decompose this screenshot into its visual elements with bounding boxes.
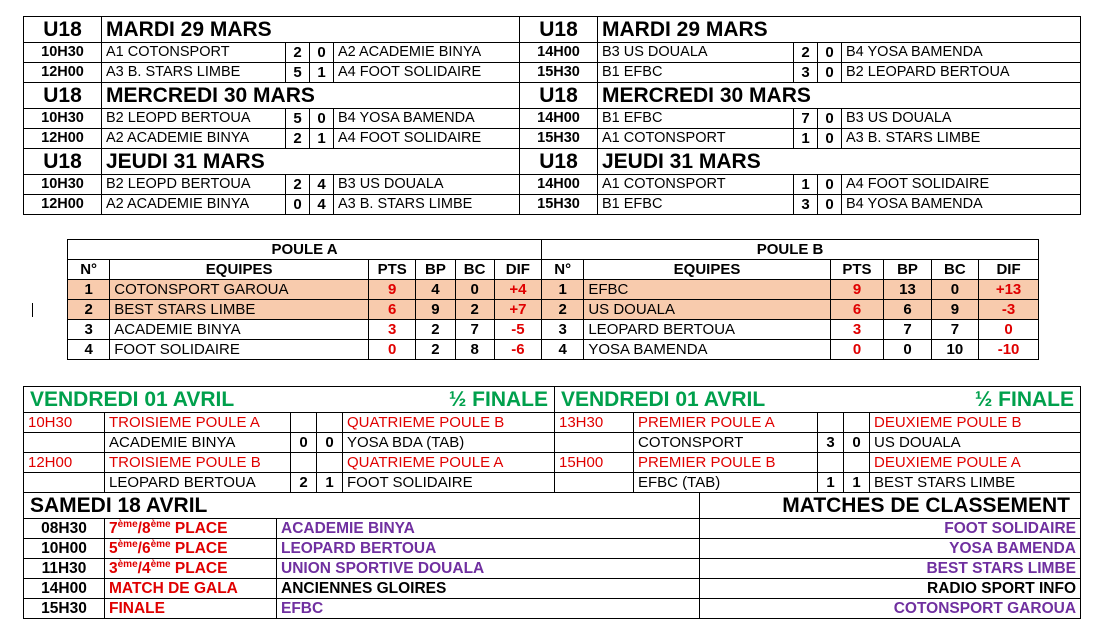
rank: 1 [68,280,110,300]
text-cursor [32,303,33,317]
home-team: A1 COTONSPORT [598,175,794,195]
away-team: A3 B. STARS LIMBE [842,129,1081,149]
match-time: 12H00 [24,195,102,215]
day-date: MERCREDI 30 MARS [102,83,520,109]
home-score: 5 [286,63,310,83]
home-score: 5 [286,109,310,129]
match-time: 15H30 [520,129,598,149]
goals-for: 4 [416,280,455,300]
match-time: 14H00 [24,579,105,599]
away-team: A4 FOOT SOLIDAIRE [334,63,520,83]
empty-cell [555,473,634,493]
away-team: BEST STARS LIMBE [870,473,1081,493]
semi-slot-row [24,413,1081,433]
home-score: 2 [286,175,310,195]
empty-cell [291,413,317,433]
home-slot: PREMIER POULE B [634,453,818,473]
empty-cell [844,453,870,473]
placement-text: /6 [137,540,151,557]
away-score: 0 [310,43,334,63]
away-slot: DEUXIEME POULE B [870,413,1081,433]
ordinal-suffix: ème [150,538,171,550]
team-name: EFBC [584,280,830,300]
goal-difference: +13 [979,280,1039,300]
match-row [24,175,1081,195]
rank: 1 [542,280,584,300]
goals-for: 6 [884,300,931,320]
day-date: JEUDI 31 MARS [102,149,520,175]
goals-against: 7 [931,320,978,340]
home-score: 0 [286,195,310,215]
away-team: B3 US DOUALA [842,109,1081,129]
finals-title: MATCHES DE CLASSEMENT [700,493,1081,519]
empty-cell [24,433,105,453]
pool-title-row [68,240,1039,260]
home-team: EFBC [277,599,700,619]
match-time: 10H30 [24,175,102,195]
semi-final-table [23,386,1081,493]
semi-header [555,387,1081,413]
semi-header-row [24,387,1081,413]
home-team: A3 B. STARS LIMBE [102,63,286,83]
team-name: YOSA BAMENDA [584,340,830,360]
rank: 3 [542,320,584,340]
header-dif: DIF [979,260,1039,280]
points: 9 [368,280,415,300]
away-score: 0 [844,433,870,453]
ordinal-suffix: ème [117,518,138,530]
match-time: 14H00 [520,109,598,129]
standings-row [68,340,1039,360]
goal-difference: 0 [979,320,1039,340]
points: 6 [830,300,884,320]
team-name: LEOPARD BERTOUA [584,320,830,340]
category-label: U18 [520,83,598,109]
away-team: B4 YOSA BAMENDA [842,195,1081,215]
semi-round: ½ FINALE [974,388,1074,411]
away-score: 0 [818,63,842,83]
goals-for: 9 [416,300,455,320]
match-time: 15H30 [520,195,598,215]
semi-time: 10H30 [24,413,105,433]
day-header-row [24,17,1081,43]
rank: 2 [68,300,110,320]
goals-against: 2 [455,300,494,320]
empty-cell [317,453,343,473]
points: 0 [368,340,415,360]
home-team: ANCIENNES GLOIRES [277,579,700,599]
semi-time: 12H00 [24,453,105,473]
header-no: N° [542,260,584,280]
home-score: 0 [291,433,317,453]
day-date: MARDI 29 MARS [102,17,520,43]
away-team: FOOT SOLIDAIRE [343,473,555,493]
placement-label: FINALE [105,599,277,619]
goals-for: 7 [884,320,931,340]
points: 3 [830,320,884,340]
match-row [24,43,1081,63]
match-time: 10H30 [24,109,102,129]
finals-row [24,599,1081,619]
classification-matches-table [23,492,1081,619]
match-time: 11H30 [24,559,105,579]
home-score: 1 [818,473,844,493]
goals-against: 0 [455,280,494,300]
home-score: 2 [286,43,310,63]
away-team: A2 ACADEMIE BINYA [334,43,520,63]
pool-title: POULE A [68,240,542,260]
match-time: 08H30 [24,519,105,539]
home-score: 3 [794,63,818,83]
home-team: COTONSPORT [634,433,818,453]
goals-against: 8 [455,340,494,360]
goal-difference: -3 [979,300,1039,320]
rank: 4 [542,340,584,360]
away-team: A3 B. STARS LIMBE [334,195,520,215]
category-label: U18 [24,83,102,109]
day-header-row [24,83,1081,109]
away-score: 0 [317,433,343,453]
home-score: 7 [794,109,818,129]
goals-against: 10 [931,340,978,360]
home-team: LEOPARD BERTOUA [277,539,700,559]
away-score: 1 [310,63,334,83]
away-team: COTONSPORT GAROUA [700,599,1081,619]
match-time: 12H00 [24,129,102,149]
empty-cell [818,453,844,473]
away-team: B3 US DOUALA [334,175,520,195]
empty-cell [555,433,634,453]
home-team: EFBC (TAB) [634,473,818,493]
placement-label [105,559,277,579]
placement-text: /4 [137,560,151,577]
header-pts: PTS [368,260,415,280]
header-pts: PTS [830,260,884,280]
header-bc: BC [931,260,978,280]
match-time: 10H00 [24,539,105,559]
match-row [24,129,1081,149]
home-team: B1 EFBC [598,63,794,83]
goal-difference: -5 [494,320,541,340]
placement-label [105,539,277,559]
home-score: 2 [286,129,310,149]
away-score: 1 [844,473,870,493]
away-score: 4 [310,175,334,195]
pool-title: POULE B [542,240,1039,260]
semi-result-row [24,473,1081,493]
day-header-row [24,149,1081,175]
away-team: BEST STARS LIMBE [700,559,1081,579]
away-score: 4 [310,195,334,215]
ordinal-suffix: ème [150,518,171,530]
semi-slot-row [24,453,1081,473]
rank: 2 [542,300,584,320]
category-label: U18 [24,17,102,43]
standings-table [67,239,1039,360]
team-name: US DOUALA [584,300,830,320]
away-score: 1 [317,473,343,493]
empty-cell [24,473,105,493]
day-date: MERCREDI 30 MARS [598,83,1081,109]
team-name: ACADEMIE BINYA [110,320,369,340]
placement-label [105,519,277,539]
away-score: 0 [818,109,842,129]
semi-header [24,387,555,413]
goals-for: 2 [416,340,455,360]
ordinal-suffix: ème [150,558,171,570]
away-score: 1 [310,129,334,149]
match-time: 15H30 [520,63,598,83]
points: 6 [368,300,415,320]
goals-for: 13 [884,280,931,300]
semi-result-row [24,433,1081,453]
goals-against: 9 [931,300,978,320]
away-team: RADIO SPORT INFO [700,579,1081,599]
home-team: LEOPARD BERTOUA [105,473,291,493]
rank: 4 [68,340,110,360]
home-team: A2 ACADEMIE BINYA [102,129,286,149]
standings-row [68,300,1039,320]
home-team: ACADEMIE BINYA [277,519,700,539]
away-team: US DOUALA [870,433,1081,453]
finals-row [24,519,1081,539]
placement-text: /8 [137,520,151,537]
placement-text: PLACE [170,560,228,577]
home-team: A1 COTONSPORT [598,129,794,149]
header-no: N° [68,260,110,280]
away-team: FOOT SOLIDAIRE [700,519,1081,539]
goal-difference: -6 [494,340,541,360]
goals-against: 0 [931,280,978,300]
away-team: B2 LEOPARD BERTOUA [842,63,1081,83]
header-bc: BC [455,260,494,280]
team-name: BEST STARS LIMBE [110,300,369,320]
home-score: 1 [794,175,818,195]
empty-cell [291,453,317,473]
header-bp: BP [884,260,931,280]
goals-for: 2 [416,320,455,340]
home-slot: PREMIER POULE A [634,413,818,433]
placement-text: 3 [109,560,118,577]
semi-round: ½ FINALE [448,388,548,411]
group-stage-schedule [23,16,1081,215]
finals-row [24,559,1081,579]
home-team: ACADEMIE BINYA [105,433,291,453]
standings-row [68,280,1039,300]
away-team: YOSA BDA (TAB) [343,433,555,453]
match-time: 10H30 [24,43,102,63]
finals-row [24,539,1081,559]
ordinal-suffix: ème [117,558,138,570]
day-date: JEUDI 31 MARS [598,149,1081,175]
away-score: 0 [310,109,334,129]
header-dif: DIF [494,260,541,280]
placement-text: PLACE [170,520,228,537]
home-slot: TROISIEME POULE A [105,413,291,433]
header-team: EQUIPES [110,260,369,280]
home-team: UNION SPORTIVE DOUALA [277,559,700,579]
home-team: A1 COTONSPORT [102,43,286,63]
match-row [24,109,1081,129]
match-time: 12H00 [24,63,102,83]
match-time: 14H00 [520,43,598,63]
goals-against: 7 [455,320,494,340]
match-time: 14H00 [520,175,598,195]
match-time: 15H30 [24,599,105,619]
standings-header-row [68,260,1039,280]
semi-time: 13H30 [555,413,634,433]
placement-text: 5 [109,540,118,557]
finals-date: SAMEDI 18 AVRIL [24,493,700,519]
header-team: EQUIPES [584,260,830,280]
points: 3 [368,320,415,340]
home-team: B1 EFBC [598,109,794,129]
goal-difference: -10 [979,340,1039,360]
home-team: B2 LEOPD BERTOUA [102,175,286,195]
away-slot: QUATRIEME POULE A [343,453,555,473]
home-score: 2 [794,43,818,63]
home-score: 3 [818,433,844,453]
away-score: 0 [818,43,842,63]
empty-cell [317,413,343,433]
home-team: B1 EFBC [598,195,794,215]
header-bp: BP [416,260,455,280]
away-team: A4 FOOT SOLIDAIRE [334,129,520,149]
team-name: COTONSPORT GAROUA [110,280,369,300]
away-team: B4 YOSA BAMENDA [334,109,520,129]
home-score: 1 [794,129,818,149]
finals-header-row [24,493,1081,519]
home-team: A2 ACADEMIE BINYA [102,195,286,215]
semi-date: VENDREDI 01 AVRIL [561,388,766,411]
placement-text: PLACE [170,540,228,557]
ordinal-suffix: ème [117,538,138,550]
away-score: 0 [818,195,842,215]
finals-row [24,579,1081,599]
semi-date: VENDREDI 01 AVRIL [30,388,235,411]
home-score: 2 [291,473,317,493]
match-row [24,63,1081,83]
points: 9 [830,280,884,300]
empty-cell [844,413,870,433]
away-score: 0 [818,129,842,149]
home-score: 3 [794,195,818,215]
placement-label: MATCH DE GALA [105,579,277,599]
home-team: B2 LEOPD BERTOUA [102,109,286,129]
goal-difference: +7 [494,300,541,320]
rank: 3 [68,320,110,340]
empty-cell [818,413,844,433]
day-date: MARDI 29 MARS [598,17,1081,43]
away-team: B4 YOSA BAMENDA [842,43,1081,63]
category-label: U18 [24,149,102,175]
category-label: U18 [520,17,598,43]
goals-for: 0 [884,340,931,360]
home-team: B3 US DOUALA [598,43,794,63]
away-score: 0 [818,175,842,195]
standings-row [68,320,1039,340]
home-slot: TROISIEME POULE B [105,453,291,473]
points: 0 [830,340,884,360]
match-row [24,195,1081,215]
away-team: YOSA BAMENDA [700,539,1081,559]
team-name: FOOT SOLIDAIRE [110,340,369,360]
away-slot: DEUXIEME POULE A [870,453,1081,473]
away-slot: QUATRIEME POULE B [343,413,555,433]
semi-time: 15H00 [555,453,634,473]
category-label: U18 [520,149,598,175]
goal-difference: +4 [494,280,541,300]
away-team: A4 FOOT SOLIDAIRE [842,175,1081,195]
placement-text: 7 [109,520,118,537]
